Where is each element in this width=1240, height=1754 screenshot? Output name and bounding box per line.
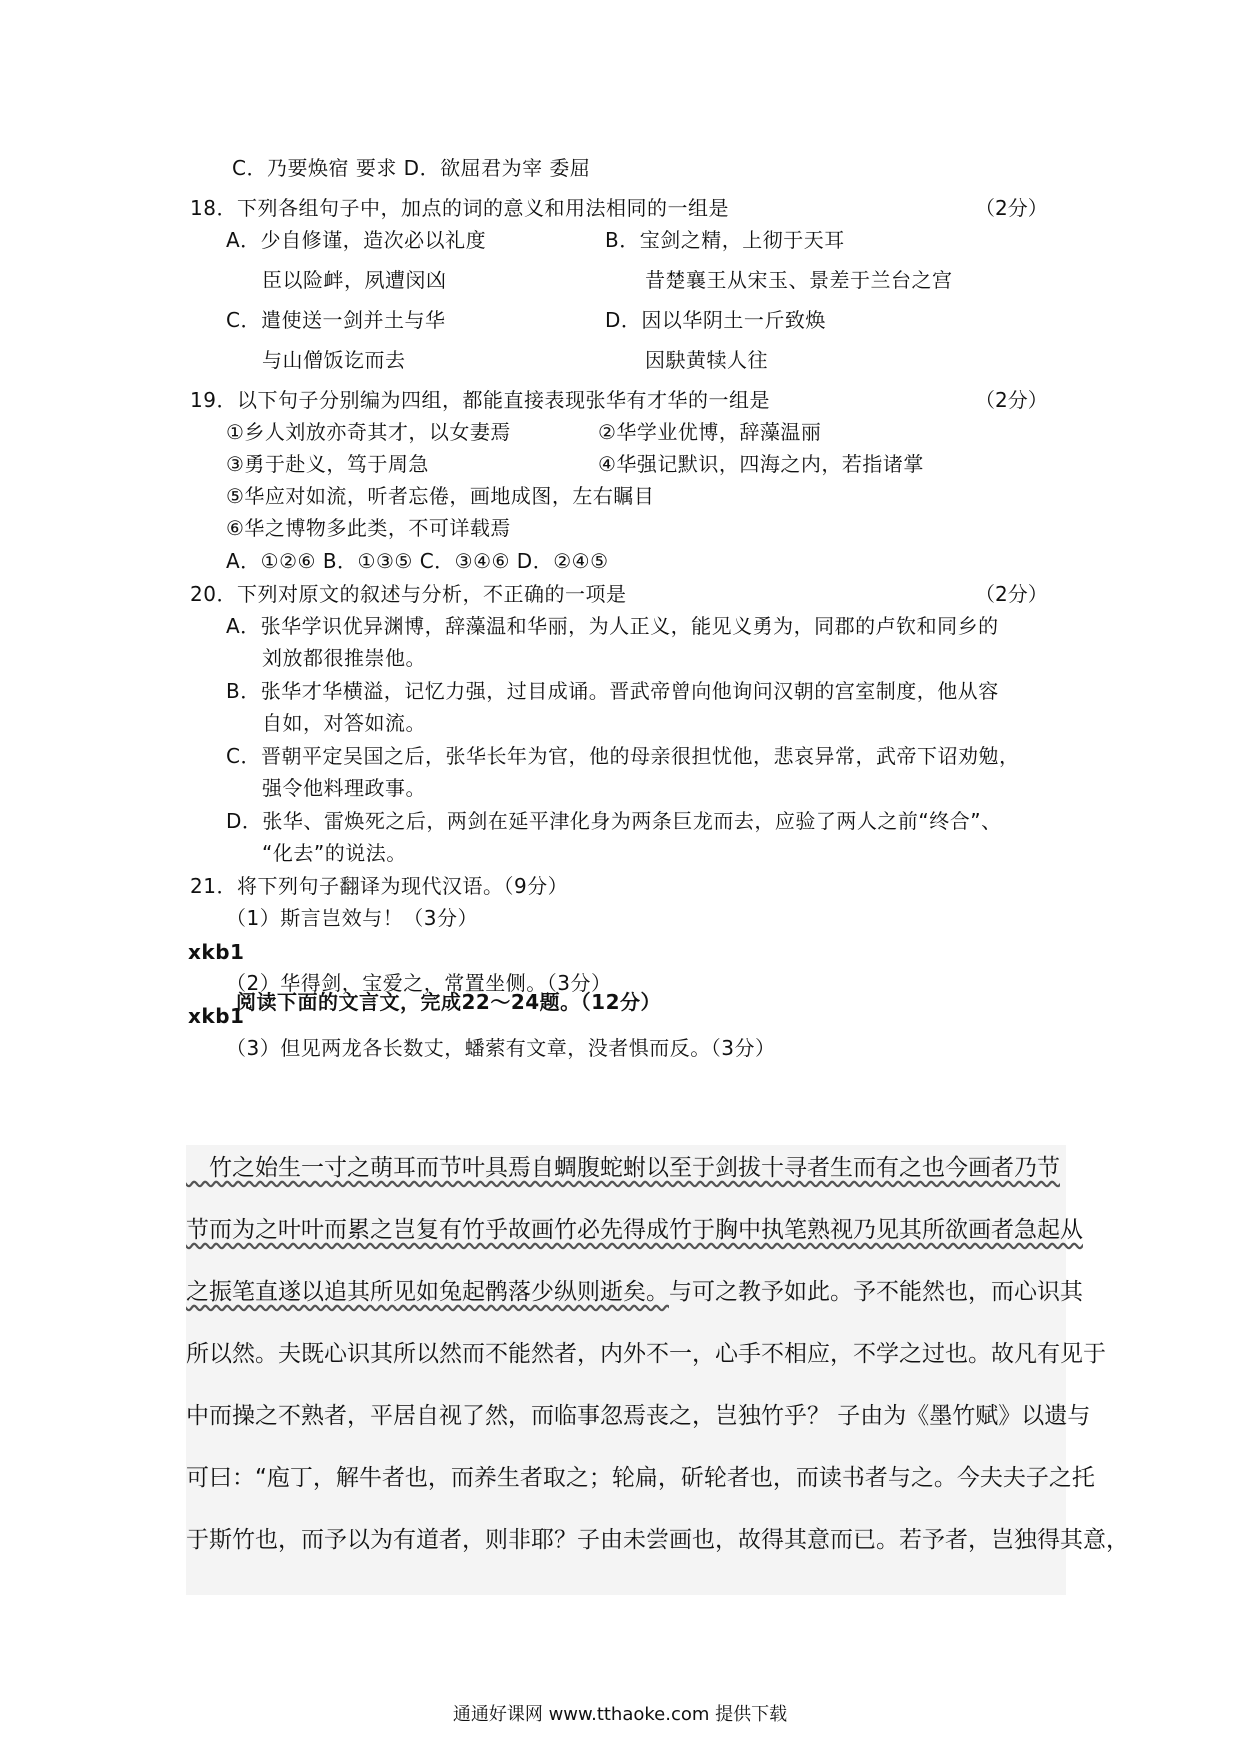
text-line: ⑥华之博物多此类，不可详载焉 bbox=[226, 516, 511, 540]
text-line: “化去”的说法。 bbox=[262, 841, 407, 865]
passage-line-text: 可曰：“庖丁，解牛者也，而养生者取之；轮扁，斫轮者也，而读书者与之。今夫夫子之托 bbox=[186, 1465, 1095, 1491]
text-line: ①乡人刘放亦奇其才，以女妻焉 bbox=[226, 420, 511, 444]
text-line: D．张华、雷焕死之后，两剑在延平津化身为两条巨龙而去，应验了两人之前“终合”、 bbox=[226, 809, 1002, 833]
text-line: 20．下列对原文的叙述与分析，不正确的一项是 bbox=[190, 582, 627, 606]
text-line: 因駃黄犊人往 bbox=[645, 348, 768, 372]
passage-line bbox=[186, 1215, 1083, 1245]
text-line: （3）但见两龙各长数丈，蟠萦有文章，没者惧而反。（3分） bbox=[226, 1036, 776, 1060]
text-line: 臣以险衅，夙遭闵凶 bbox=[262, 268, 447, 292]
text-line: C．遣使送一剑并土与华 bbox=[226, 308, 446, 332]
passage-line bbox=[186, 1463, 1095, 1493]
passage-line bbox=[186, 1401, 1090, 1431]
text-line: （2）华得剑，宝爱之，常置坐侧。（3分） bbox=[226, 971, 612, 995]
text-line: 自如，对答如流。 bbox=[262, 711, 426, 735]
footer-text: 通通好课网 www.tthaoke.com 提供下载 bbox=[452, 1704, 788, 1725]
text-line: 刘放都很推崇他。 bbox=[262, 646, 426, 670]
text-line: 与山僧饭讫而去 bbox=[262, 348, 406, 372]
watermark-mark: xkb1 bbox=[188, 940, 245, 964]
text-line: 昔楚襄王从宋玉、景差于兰台之宫 bbox=[645, 268, 953, 292]
text-line: ⑤华应对如流，听者忘倦，画地成图，左右瞩目 bbox=[226, 484, 655, 508]
passage-line-text: 节而为之叶叶而累之岂复有竹乎故画竹必先得成竹于胸中执笔熟视乃见其所欲画者急起从 bbox=[186, 1217, 1083, 1243]
passage-line-tail: 与可之教予如此。予不能然也，而心识其 bbox=[669, 1279, 1083, 1305]
text-line: D．因以华阴土一斤致焕 bbox=[605, 308, 826, 332]
passage-line bbox=[186, 1153, 1060, 1183]
text-line: A．张华学识优异渊博，辞藻温和华丽，为人正义，能见义勇为，同郡的卢钦和同乡的 bbox=[226, 614, 999, 638]
text-line: 19．以下句子分别编为四组，都能直接表现张华有才华的一组是 bbox=[190, 388, 770, 412]
text-line: ④华强记默识，四海之内，若指诸掌 bbox=[598, 452, 924, 476]
score-label: （2分） bbox=[975, 582, 1048, 606]
score-label: （2分） bbox=[975, 388, 1048, 412]
passage-line-text: 之振笔直遂以追其所见如兔起鹘落少纵则逝矣。 bbox=[186, 1279, 669, 1305]
text-line: A．①②⑥ B．①③⑤ C．③④⑥ D．②④⑤ bbox=[226, 549, 609, 573]
text-line: C．晋朝平定吴国之后，张华长年为官，他的母亲很担忧他，悲哀异常，武帝下诏劝勉， bbox=[226, 744, 1020, 768]
passage-line-text: 于斯竹也，而予以为有道者，则非耶？子由未尝画也，故得其意而已。若予者，岂独得其意， bbox=[186, 1527, 1129, 1553]
watermark-mark: xkb1 bbox=[188, 1004, 245, 1028]
classical-passage bbox=[186, 1145, 1129, 1595]
passage-line bbox=[186, 1339, 1106, 1369]
score-label: （2分） bbox=[975, 196, 1048, 220]
section-heading: 阅读下面的文言文，完成22～24题。（12分） bbox=[236, 990, 661, 1014]
text-line: B．宝剑之精，上彻于天耳 bbox=[605, 228, 845, 252]
passage-line-text: 竹之始生一寸之萌耳而节叶具焉自蜩腹蛇蚹以至于剑拔十寻者生而有之也今画者乃节 bbox=[186, 1155, 1060, 1181]
passage-line-text: 中而操之不熟者，平居自视了然，而临事忽焉丧之，岂独竹乎？ 子由为《墨竹赋》以遗与 bbox=[186, 1403, 1091, 1429]
passage-line bbox=[186, 1525, 1129, 1555]
text-line: C．乃要焕宿 要求 D．欲屈君为宰 委屈 bbox=[232, 156, 591, 180]
text-line: A．少自修谨，造次必以礼度 bbox=[226, 228, 487, 252]
text-line: ③勇于赴义，笃于周急 bbox=[226, 452, 429, 476]
passage-line-text: 所以然。夫既心识其所以然而不能然者，内外不一，心手不相应，不学之过也。故凡有见于 bbox=[186, 1341, 1106, 1367]
text-line: 强令他料理政事。 bbox=[262, 776, 426, 800]
text-line: B．张华才华横溢，记忆力强，过目成诵。晋武帝曾向他询问汉朝的宫室制度，他从容 bbox=[226, 679, 999, 703]
text-line: 21．将下列句子翻译为现代汉语。（9分） bbox=[190, 874, 569, 898]
text-line: ②华学业优博，辞藻温丽 bbox=[598, 420, 822, 444]
text-line: （1）斯言岂效与！（3分） bbox=[226, 906, 478, 930]
text-line: 18．下列各组句子中，加点的词的意义和用法相同的一组是 bbox=[190, 196, 729, 220]
passage-line bbox=[186, 1277, 1083, 1307]
